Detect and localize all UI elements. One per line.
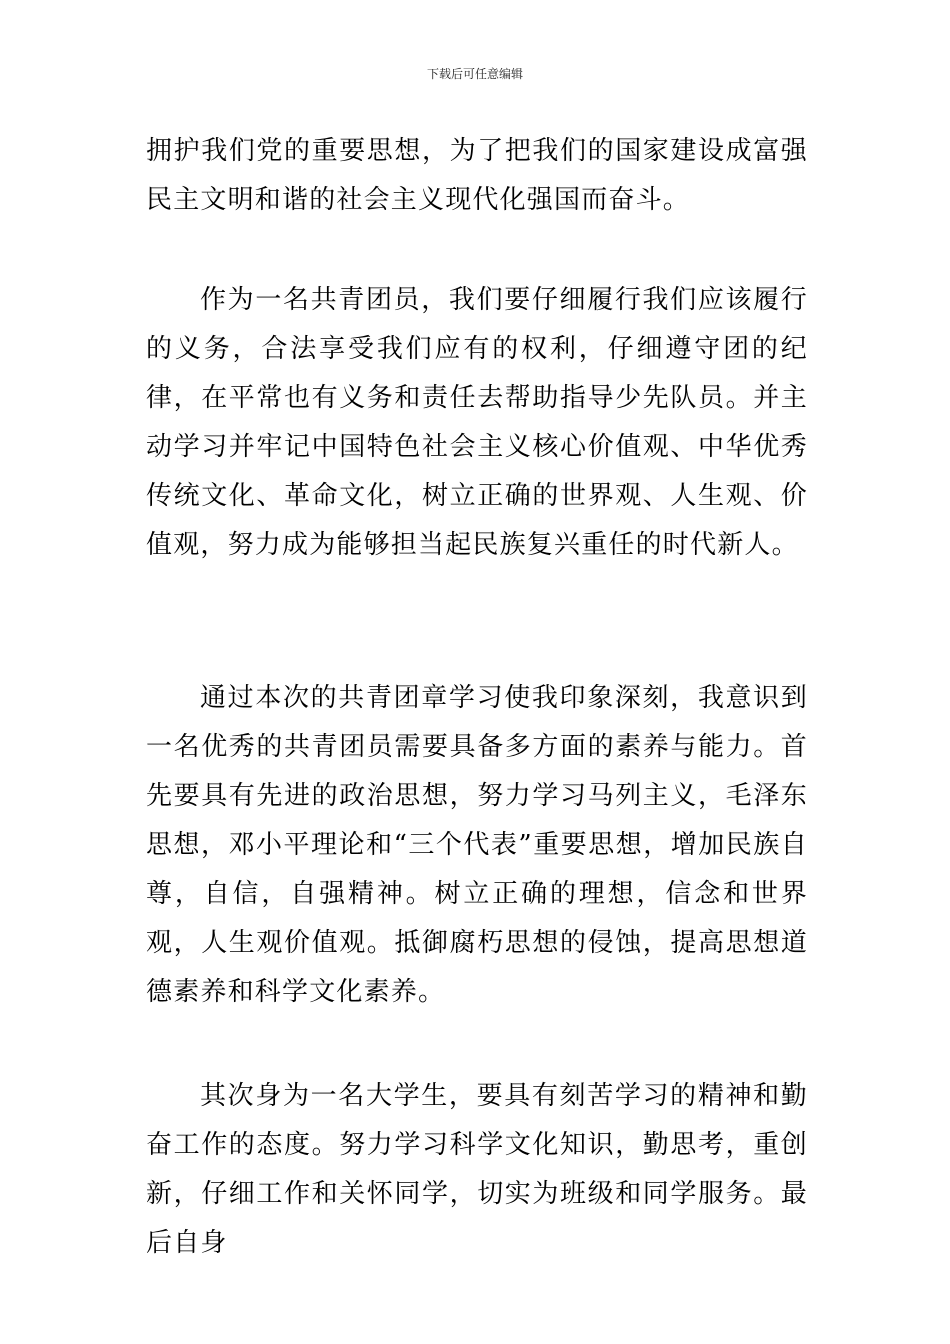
paragraph-student-attitude: 其次身为一名大学生，要具有刻苦学习的精神和勤奋工作的态度。努力学习科学文化知识，勤思考，重创新，仔细工作和关怀同学，切实为班级和同学服务。最后自身 xyxy=(146,1081,808,1258)
paragraph-duties: 作为一名共青团员，我们要仔细履行我们应该履行的义务，合法享受我们应有的权利，仔细遵守团的纪律，在平常也有义务和责任去帮助指导少先队员。并主动学习并牢记中国特色社会主义核心价值观、中华优秀传统文化、革命文化，树立正确的世界观、人生观、价值观，努力成为能够担当起民族复兴重任的时代新人。 xyxy=(146,285,808,560)
page-header-note: 下载后可任意编辑 xyxy=(426,67,523,81)
paragraph-continuation: 拥护我们党的重要思想，为了把我们的国家建设成富强民主文明和谐的社会主义现代化强国而奋斗。 xyxy=(146,136,808,215)
paragraph-study-reflection: 通过本次的共青团章学习使我印象深刻，我意识到一名优秀的共青团员需要具备多方面的素养与能力。首先要具有先进的政治思想，努力学习马列主义，毛泽东思想，邓小平理论和“三个代表”重要思想，增加民族自尊，自信，自强精神。树立正确的理想，信念和世界观，人生观价值观。抵御腐朽思想的侵蚀，提高思想道德素养和科学文化素养。 xyxy=(146,683,808,1007)
